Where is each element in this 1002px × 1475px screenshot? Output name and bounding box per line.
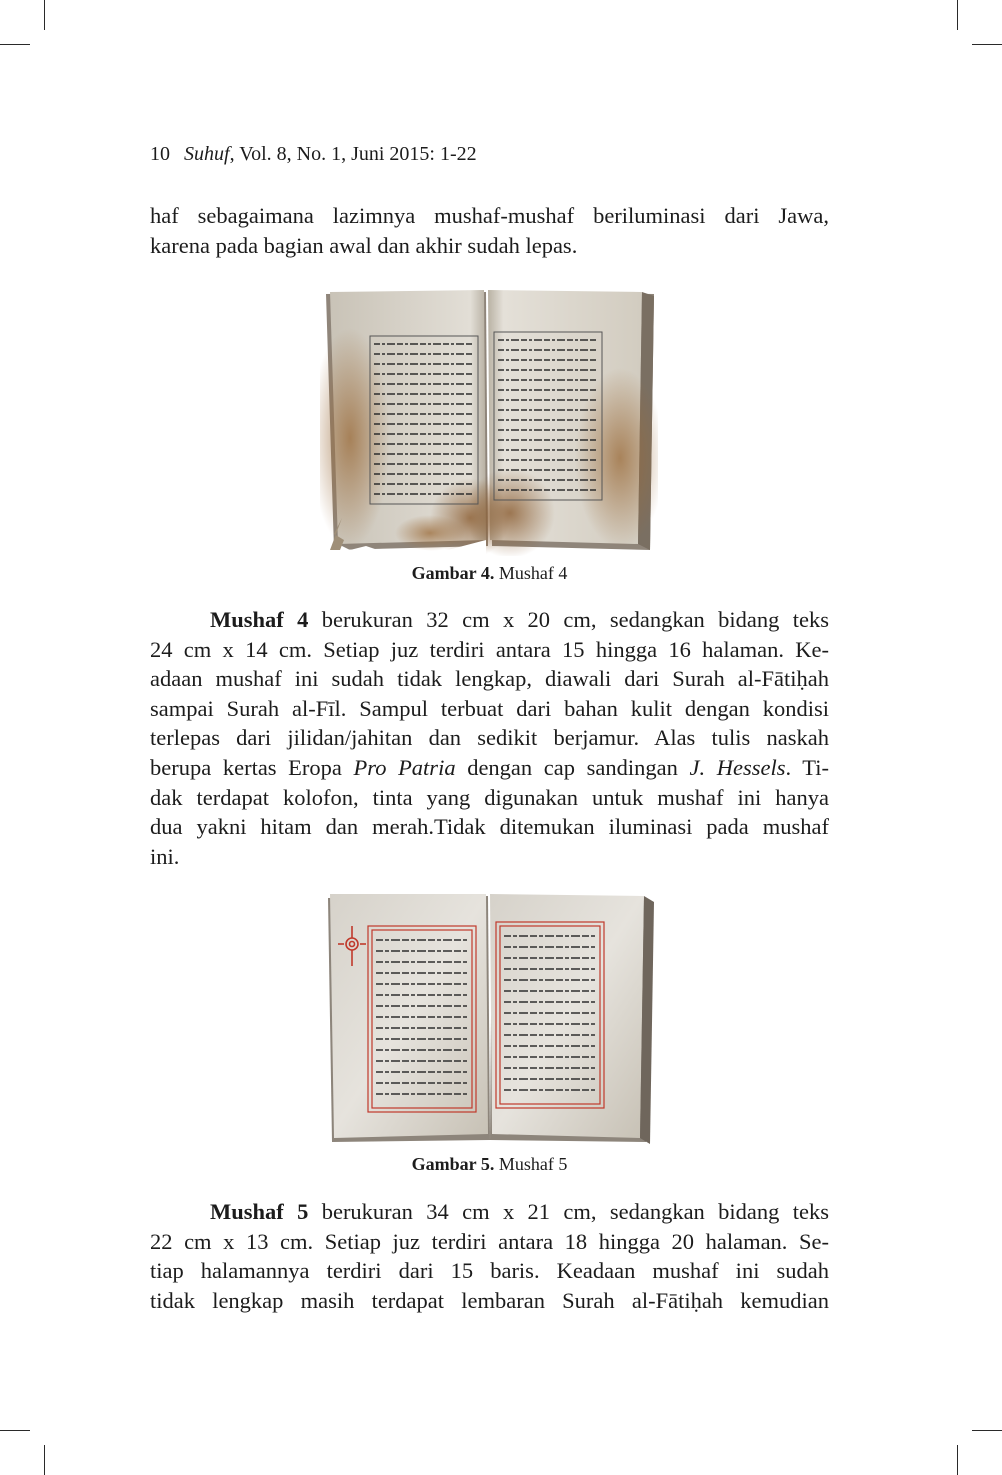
crop-mark [957,1445,958,1475]
text-line: dak terdapat kolofon, tinta yang digunakan untuk mushaf ini hanya [150,784,829,810]
text-run: berupa kertas Eropa [150,754,354,780]
crop-mark [0,44,30,45]
text-run: berukuran 34 cm x 21 cm, sedangkan bidang teks [308,1199,829,1224]
text-line: 22 cm x 13 cm. Setiap juz terdiri antara 18 hingga 20 halaman. Se- [150,1228,829,1254]
running-head [150,142,477,166]
text-run: berukuran 32 cm x 20 cm, sedangkan bidang teks [308,607,829,632]
paper-brand: Pro Patria [353,754,456,780]
crop-mark [972,44,1002,45]
text-line: dua yakni hitam dan merah.Tidak ditemukan iluminasi pada mushaf [150,814,829,840]
countermark: J. Hessels [689,754,786,780]
text-line [150,1197,829,1227]
paragraph-mushaf-4 [150,605,829,871]
journal-citation: , Vol. 8, No. 1, Juni 2015: 1-22 [229,143,477,165]
figure-5-caption [150,1153,829,1175]
crop-mark [44,1445,45,1475]
text-run: dengan cap sandingan [455,754,690,780]
crop-mark [957,0,958,30]
page-number: 10 [150,143,170,165]
text-line [150,753,829,783]
caption-title: Mushaf 5 [494,1154,568,1174]
crop-mark [0,1430,30,1431]
caption-label: Gambar 4. [411,563,495,583]
caption-label: Gambar 5. [411,1154,495,1174]
text-line: tiap halamannya terdiri dari 15 baris. Keadaan mushaf ini sudah [150,1258,829,1284]
text-line: 24 cm x 14 cm. Setiap juz terdiri antara 15 hingga 16 halaman. Ke- [150,636,829,662]
caption-title: Mushaf 4 [494,563,568,583]
text-line: tidak lengkap masih terdapat lembaran Surah al-Fātiḥah kemudian [150,1287,829,1313]
figure-4-caption [150,562,829,584]
text-line [150,605,829,635]
text-line: terlepas dari jilidan/jahitan dan sedikit berjamur. Alas tulis naskah [150,725,829,751]
text-line: adaan mushaf ini sudah tidak lengkap, diawali dari Surah al-Fātiḥah [150,666,829,692]
figure-5-photo [324,892,656,1146]
figure-4-photo [320,288,658,556]
paragraph-mushaf-5 [150,1197,829,1315]
term-mushaf-4: Mushaf 4 [210,607,309,632]
term-mushaf-5: Mushaf 5 [210,1199,309,1224]
text-line: haf sebagaimana lazimnya mushaf-mushaf beriluminasi dari Jawa, [150,203,829,228]
text-line: karena pada bagian awal dan akhir sudah lepas. [150,232,578,258]
crop-mark [972,1430,1002,1431]
paragraph-continuation [150,201,829,260]
journal-name: Suhuf [184,143,230,165]
text-line: sampai Surah al-Fīl. Sampul terbuat dari bahan kulit dengan kondisi [150,695,829,721]
crop-mark [44,0,45,30]
text-line: ini. [150,843,180,869]
text-run: . Ti- [785,754,830,780]
